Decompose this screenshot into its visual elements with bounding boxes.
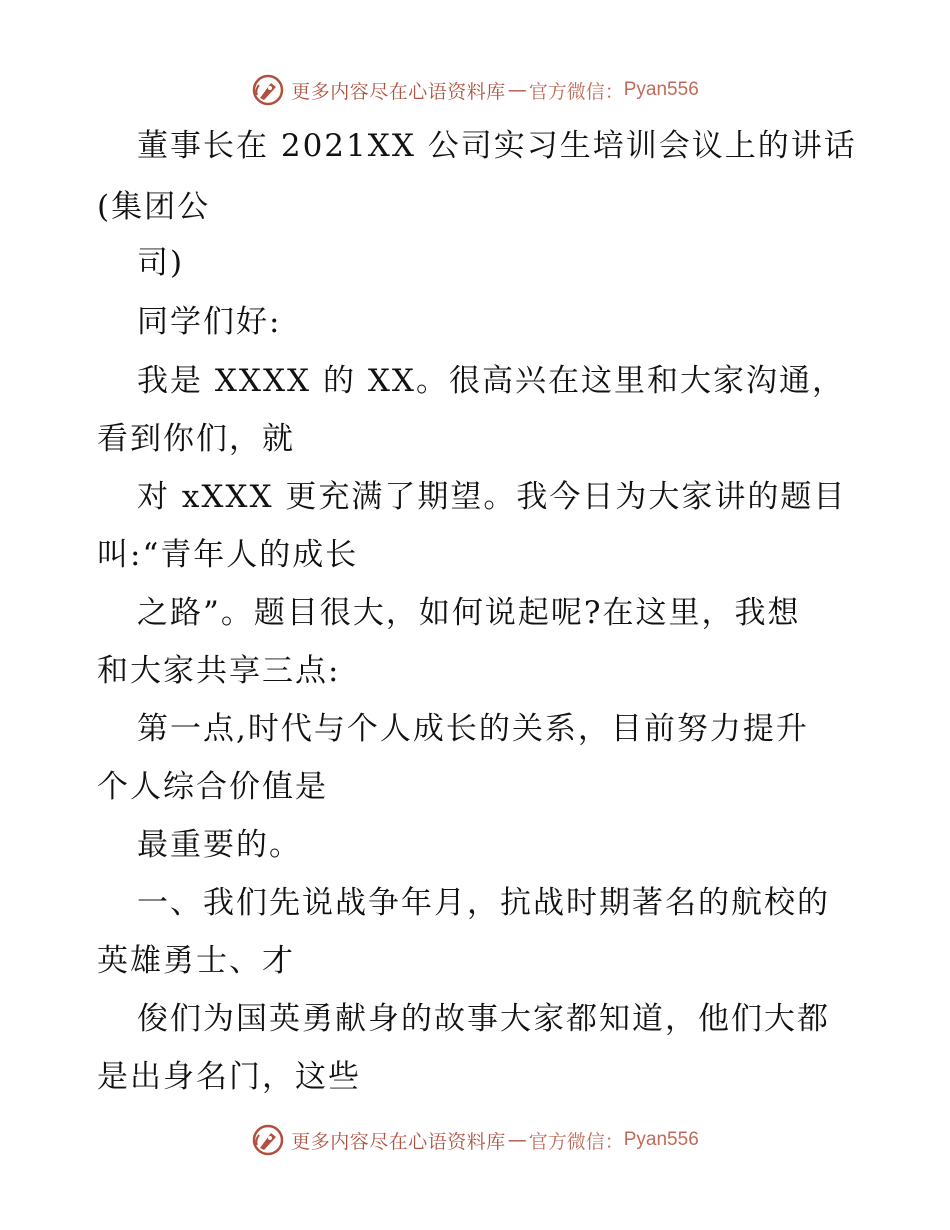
watermark-label: 官方微信： [528, 1130, 624, 1153]
watermark-footer [0, 1120, 950, 1160]
text-line: 看到你们，就 [97, 421, 295, 457]
text-line: 个人综合价值是 [97, 769, 328, 805]
text-line: 同学们好: [137, 304, 282, 340]
watermark-text: 更多内容尽在心语资料库 [291, 80, 506, 103]
text-line: 叫:“青年人的成长 [97, 537, 359, 573]
pen-nib-icon [251, 1123, 285, 1157]
watermark-wechat-id: Pyan556 [623, 1129, 699, 1150]
text-line: 最重要的。 [137, 827, 302, 863]
watermark-separator: — [507, 1129, 527, 1151]
text-line: 之路”。题目很大，如何说起呢?在这里，我想 [137, 595, 801, 631]
text-line: 一、我们先说战争年月，抗战时期著名的航校的 [137, 885, 830, 921]
watermark-label: 官方微信： [528, 80, 624, 103]
watermark-wechat-id: Pyan556 [623, 79, 699, 100]
text-line: 英雄勇士、才 [97, 943, 295, 979]
text-line: 是出身名门，这些 [97, 1059, 361, 1095]
watermark-separator: — [507, 79, 527, 101]
text-line: 对 xXXX 更充满了期望。我今日为大家讲的题目 [137, 479, 847, 515]
text-line: 俊们为国英勇献身的故事大家都知道，他们大都 [137, 1001, 830, 1037]
text-line: 我是 XXXX 的 XX。很高兴在这里和大家沟通， [137, 363, 845, 399]
text-line: 董事长在 2021XX 公司实习生培训会议上的讲话 [137, 128, 857, 164]
text-line: (集团公 [97, 189, 211, 225]
watermark-text: 更多内容尽在心语资料库 [291, 1130, 506, 1153]
text-line: 司) [137, 245, 185, 281]
text-line: 第一点,时代与个人成长的关系，目前努力提升 [137, 711, 809, 747]
text-line: 和大家共享三点: [97, 653, 341, 689]
